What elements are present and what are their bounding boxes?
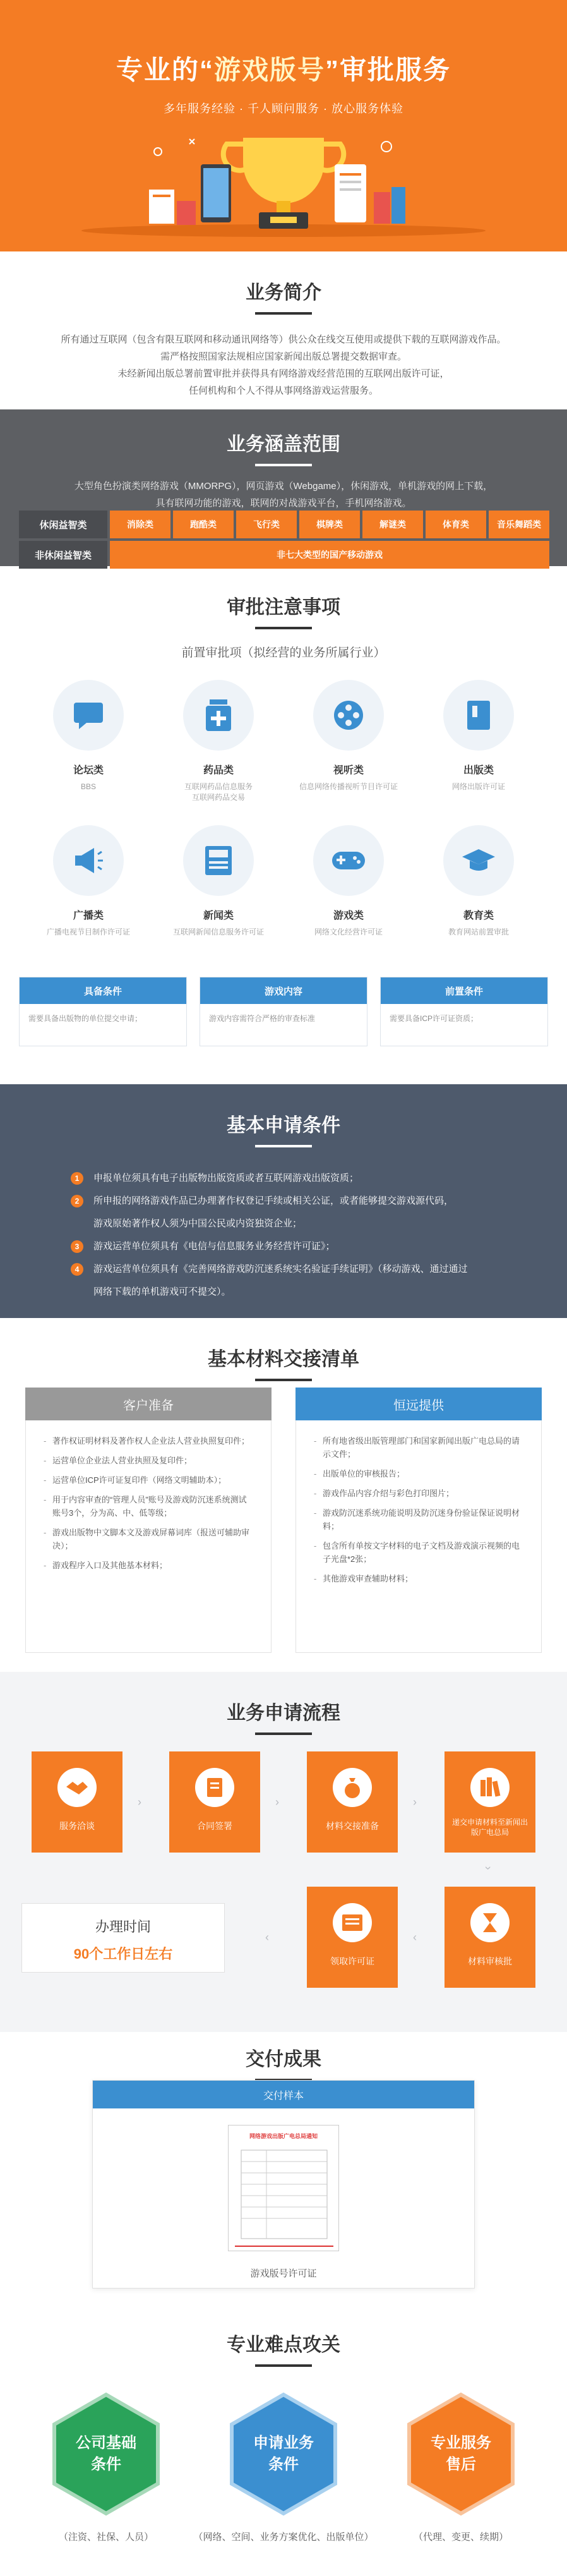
list-item: 3 游戏运营单位须具有《电信与信息服务业务经营许可证》； (71, 1237, 525, 1256)
difficulty-hex-company: 公司基础 条件 (52, 2392, 160, 2516)
difficulty-caption: （代理、变更、续期） (413, 2532, 508, 2543)
basic-conditions-section (0, 1084, 567, 1318)
scope-cell: 消除类 (110, 511, 170, 538)
list-item: 网络下载的单机游戏可不提交）。 (93, 1286, 231, 1297)
process-step: 合同签署 (169, 1751, 260, 1853)
scope-row-casual (19, 511, 549, 538)
industry-medicine: 药品类 互联网药品信息服务 互联网药品交易 (155, 680, 282, 803)
scope-section (0, 409, 567, 566)
materials-title: 基本材料交接清单 (0, 1318, 567, 1381)
difficulty-caption: （注资、社保、人员） (58, 2532, 153, 2543)
difficulty-section (0, 2316, 567, 2576)
hero-title: 专业的“游戏版号”审批服务 (116, 55, 451, 85)
delivery-sample-card: 交付样本 网络游戏出版广电总局通知 游戏版号许可证 (92, 2080, 475, 2289)
megaphone-icon (73, 847, 104, 874)
arrow-icon: › (413, 1796, 417, 1808)
book-icon (466, 699, 491, 731)
list-item: 游戏原始著作权人须为中国公民或内资独资企业； (93, 1218, 302, 1229)
scope-text: 大型角色扮演类网络游戏（MMORPG），网页游戏（Webgame），休闲游戏，单机游戏的网上下载， 具有联网功能的游戏，联网的对战游戏平台，手机网络游戏。 (74, 481, 493, 509)
arrow-icon: › (482, 1866, 495, 1870)
process-section (0, 1672, 567, 2032)
industry-video: 视听类 信息网络传播视听节目许可证 (285, 680, 412, 792)
arrow-icon: ‹ (265, 1931, 269, 1944)
process-step: 递交申请材料至新闻出版广电总局 (445, 1751, 535, 1853)
delivery-caption: 游戏版号许可证 (250, 2268, 317, 2279)
books-icon (479, 1777, 501, 1798)
scope-cell: 体育类 (426, 511, 486, 538)
money-bag-icon (343, 1777, 362, 1798)
basic-list (71, 1169, 525, 1305)
hero-illustration (0, 126, 567, 240)
list-item: 2 所申报的网络游戏作品已办理著作权登记手续或相关公证，或者能够提交游戏源代码， (71, 1192, 525, 1211)
scope-label: 休闲益智类 (19, 511, 107, 538)
handshake-icon (65, 1779, 89, 1796)
scope-cell: 飞行类 (236, 511, 297, 538)
delivery-title: 交付成果 (0, 2032, 567, 2081)
materials-section (0, 1318, 567, 1672)
arrow-icon: ‹ (413, 1931, 417, 1944)
industry-game: 游戏类 网络文化经营许可证 (285, 825, 412, 938)
scope-cell: 音乐舞蹈类 (489, 511, 549, 538)
provider-column: 恒远提供 - 所有地省级出版管理部门和国家新闻出版广电总局的请示文件； - 出版单位的审核报告； - 游戏作品内容介绍与彩色打印图片； - 游戏防沉迷系统功能说明及防沉迷身份验证保证说明材料； - 包含所有单按文字材料的电子文档及游戏演示视频的电子光盘*2张； - 其他游戏审查辅助材料； (295, 1388, 542, 1653)
scope-cell: 解谜类 (362, 511, 423, 538)
process-step: 服务洽谈 (32, 1751, 122, 1853)
delivery-section (0, 2032, 567, 2316)
difficulty-hex-service: 专业服务 售后 (407, 2392, 515, 2516)
graduation-cap-icon (461, 847, 496, 874)
industry-publishing: 出版类 网络出版许可证 (415, 680, 542, 792)
notes-title: 审批注意事项 (0, 566, 567, 629)
processing-time-box: 办理时间 90个工作日左右 (21, 1903, 225, 1973)
conditions (19, 977, 548, 1046)
intro-section (0, 251, 567, 409)
process-step: 材料审核批 (445, 1887, 535, 1988)
license-document-image: 网络游戏出版广电总局通知 (228, 2125, 339, 2251)
notes-section (0, 566, 567, 1084)
intro-text: 所有通过互联网（包含有限互联网和移动通讯网络等）供公众在线交互使用或提供下载的互联网游戏作品。 需严格按照国家法规相应国家新闻出版总署提交数据审查。 未经新闻出版总署前置审批并获得具有网络游戏经营范围的互联网出版许可证， 任何机构和个人不得从事网络游戏运营服务。 (61, 334, 506, 396)
hero-banner (0, 0, 567, 251)
difficulty-caption: （网络、空间、业务方案优化、出版单位） (193, 2532, 374, 2543)
difficulty-hex-business: 申请业务 条件 (229, 2392, 338, 2516)
scope-label: 非休闲益智类 (19, 541, 107, 569)
chat-icon (73, 701, 104, 729)
list-item: 1 申报单位须具有电子出版物出版资质或者互联网游戏出版资质； (71, 1169, 525, 1188)
process-title: 业务申请流程 (0, 1672, 567, 1735)
basic-title: 基本申请条件 (0, 1084, 567, 1147)
client-prepare-column: 客户准备 - 著作权证明材料及著作权人企业法人营业执照复印件； - 运营单位企业法人营业执照及复印件； - 运营单位ICP许可证复印件（网络文明辅助本）； - 用于内容审查的“管理人员”账号及游戏防沉迷系统测试账号3个，分为高、中、低等级； - 游戏出版物中文脚本文及游戏屏幕词库（报送可辅助审决）； - 游戏程序入口及其他基本材料； (25, 1388, 272, 1653)
condition-box: 前置条件 需要具备ICP许可证资质； (380, 977, 548, 1046)
gamepad-icon (331, 849, 366, 872)
list-item: 4 游戏运营单位须具有《完善网络游戏防沉迷系统实名验证手续证明》（移动游戏、通过通过 (71, 1260, 525, 1279)
scope-row-noncasual (19, 541, 549, 569)
difficulty-title: 专业难点攻关 (0, 2316, 567, 2367)
scope-title: 业务涵盖范围 (0, 409, 567, 466)
industry-forum: 论坛类 BBS (25, 680, 152, 792)
process-step: 领取许可证 (307, 1887, 398, 1988)
intro-title: 业务简介 (0, 251, 567, 315)
condition-box: 游戏内容 游戏内容需符合严格的审查标准 (200, 977, 367, 1046)
process-step: 材料交接准备 (307, 1751, 398, 1853)
scope-cell: 棋牌类 (299, 511, 360, 538)
industry-education: 教育类 教育网站前置审批 (415, 825, 542, 938)
scope-cell: 跑酷类 (173, 511, 234, 538)
notes-subtitle: 前置审批项（拟经营的业务所属行业） (181, 646, 386, 660)
industry-broadcast: 广播类 广播电视节目制作许可证 (25, 825, 152, 938)
newspaper-icon (204, 845, 233, 876)
arrow-icon: › (275, 1796, 279, 1808)
hero-subtitle: 多年服务经验 · 千人顾问服务 · 放心服务体验 (164, 102, 403, 115)
scope-table (19, 511, 549, 571)
medicine-icon (205, 699, 232, 731)
document-icon (335, 164, 366, 222)
condition-box: 具备条件 需要具备出版物的单位提交申请； (19, 977, 187, 1046)
scope-cell: 非七大类型的国产移动游戏 (110, 541, 549, 569)
arrow-icon: › (138, 1796, 141, 1808)
hourglass-icon (482, 1912, 498, 1933)
contract-icon (206, 1777, 224, 1798)
film-reel-icon (333, 699, 364, 731)
trophy-icon (224, 138, 344, 229)
industry-news: 新闻类 互联网新闻信息服务许可证 (155, 825, 282, 938)
certificate-icon (341, 1913, 364, 1932)
